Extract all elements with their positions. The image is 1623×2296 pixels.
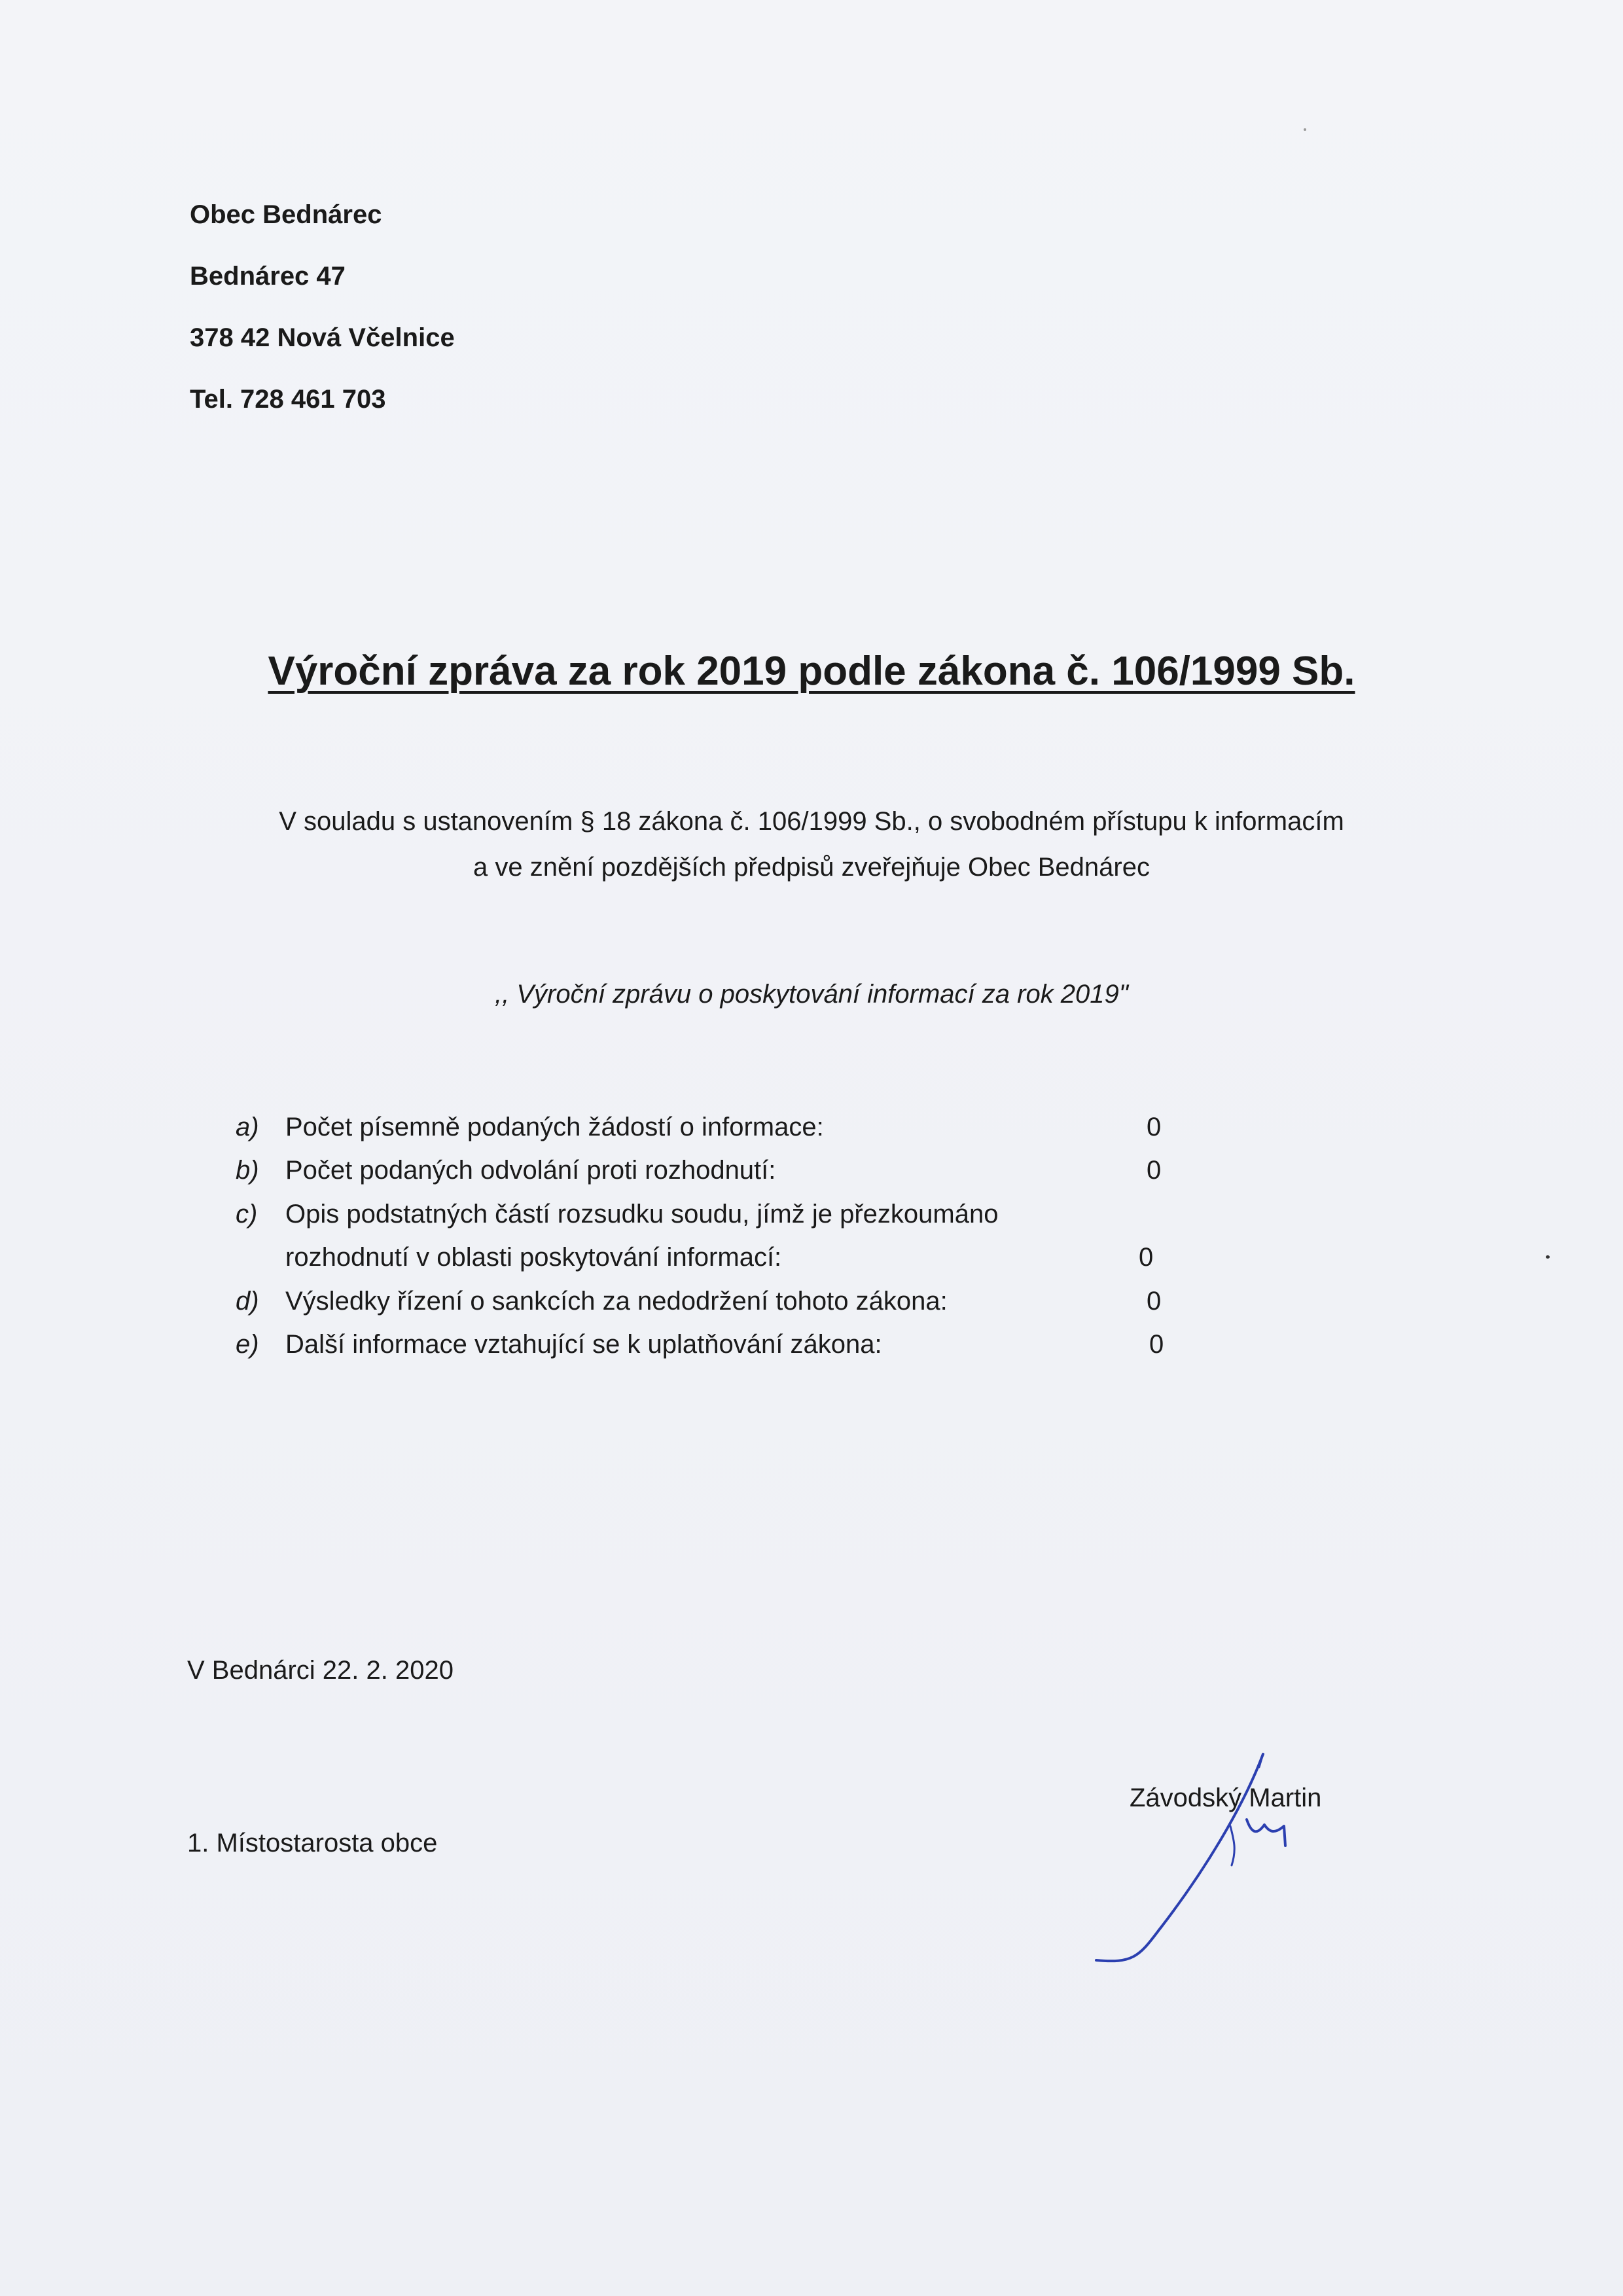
place-date: V Bednárci 22. 2. 2020	[187, 1656, 454, 1685]
intro-line-2: a ve znění pozdějších předpisů zveřejňuje Obec Bednárec	[473, 853, 1150, 882]
item-letter-e: e)	[236, 1330, 259, 1359]
item-letter-c: c)	[236, 1200, 258, 1229]
item-text-c: Opis podstatných částí rozsudku soudu, jímž je přezkoumáno	[285, 1200, 999, 1229]
intro-line-1: V souladu s ustanovením § 18 zákona č. 106/1999 Sb., o svobodném přístupu k informacím	[279, 807, 1344, 836]
item-text-a: Počet písemně podaných žádostí o informace:	[285, 1113, 824, 1141]
scan-speck	[1546, 1255, 1550, 1259]
item-letter-b: b)	[236, 1156, 259, 1185]
scan-speck	[1304, 128, 1306, 131]
item-value-d: 0	[1147, 1287, 1162, 1316]
item-text-d: Výsledky řízení o sankcích za nedodržení tohoto zákona:	[285, 1287, 948, 1316]
signatory-name: Závodský Martin	[1130, 1784, 1322, 1812]
document-title: Výroční zpráva za rok 2019 podle zákona č. 106/1999 Sb.	[268, 649, 1355, 694]
item-value-a: 0	[1147, 1113, 1162, 1141]
signatory-role: 1. Místostarosta obce	[187, 1829, 438, 1857]
report-name: ,, Výroční zprávu o poskytování informací za rok 2019"	[495, 980, 1128, 1009]
item-text-e: Další informace vztahující se k uplatňování zákona:	[285, 1330, 882, 1359]
sender-city: 378 42 Nová Včelnice	[190, 323, 455, 352]
sender-name: Obec Bednárec	[190, 200, 382, 229]
sender-street: Bednárec 47	[190, 262, 346, 291]
item-text-c-continued: rozhodnutí v oblasti poskytování informací:	[285, 1243, 782, 1272]
item-value-e: 0	[1149, 1330, 1164, 1359]
handwritten-signature	[1080, 1734, 1289, 1970]
item-value-b: 0	[1147, 1156, 1162, 1185]
item-letter-d: d)	[236, 1287, 259, 1316]
item-text-b: Počet podaných odvolání proti rozhodnutí:	[285, 1156, 776, 1185]
item-letter-a: a)	[236, 1113, 259, 1141]
sender-phone: Tel. 728 461 703	[190, 385, 386, 414]
item-value-c: 0	[1139, 1243, 1154, 1272]
